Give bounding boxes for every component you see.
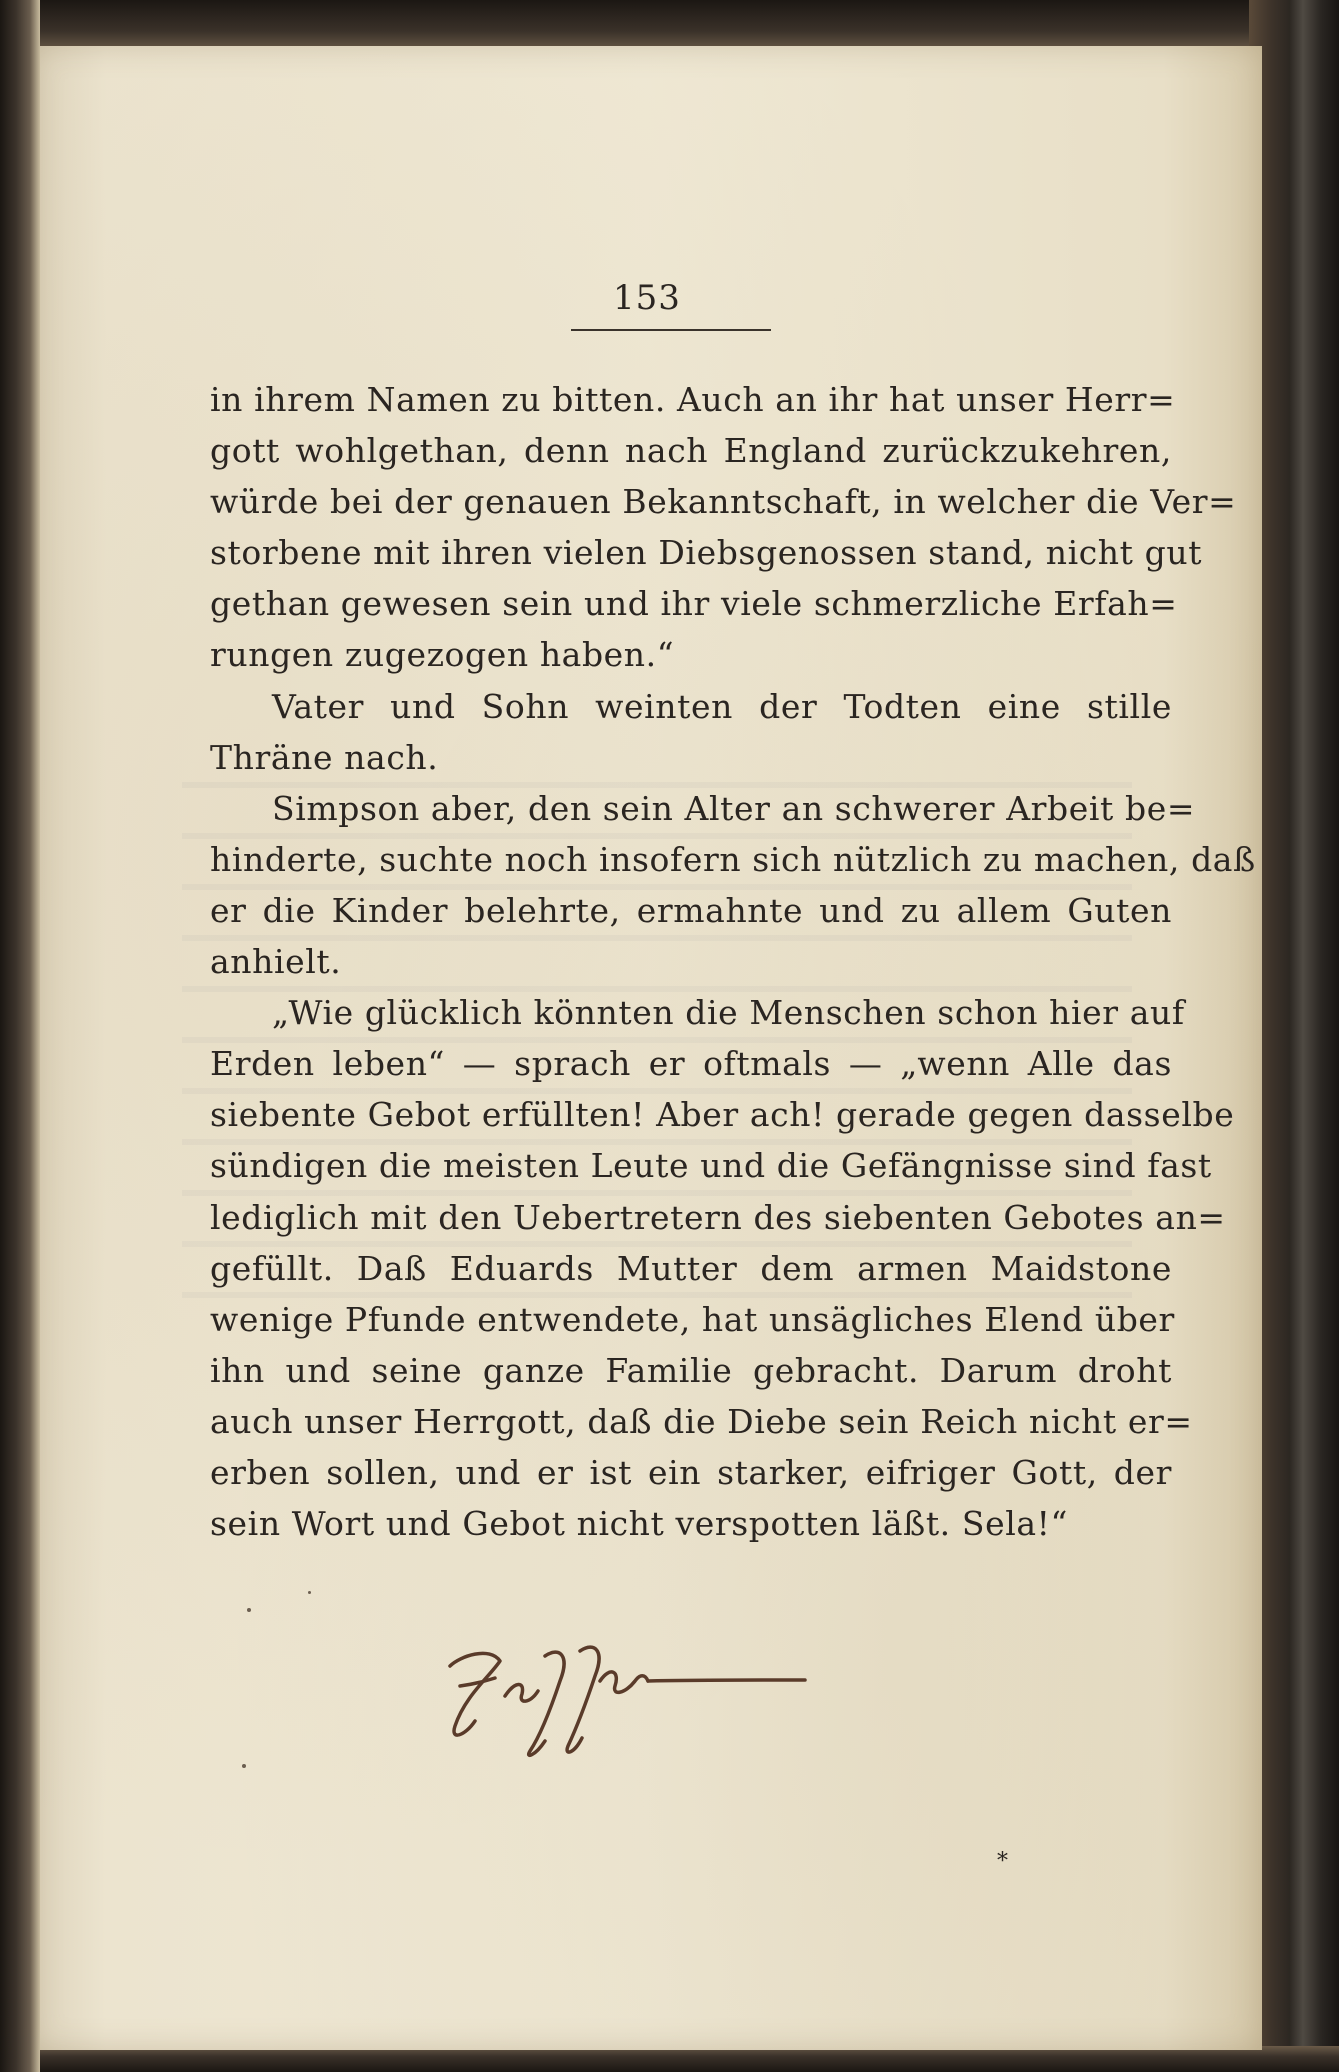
text-line: gethan gewesen sein und ihr viele schmerzliche Erfah= bbox=[210, 584, 1178, 624]
book-cover-top-edge bbox=[0, 0, 1339, 52]
footer-mark: * bbox=[997, 1849, 1008, 1874]
text-line: sündigen die meisten Leute und die Gefängnisse sind fast bbox=[210, 1146, 1212, 1186]
text-line: gott wohlgethan, denn nach England zurückzukehren, bbox=[210, 431, 1172, 471]
text-line: sein Wort und Gebot nicht verspotten läßt. Sela!“ bbox=[210, 1504, 1068, 1544]
book-binding-left bbox=[0, 0, 40, 2072]
page-number: 153 bbox=[613, 278, 681, 318]
text-line: anhielt. bbox=[210, 942, 342, 982]
text-line: erben sollen, und er ist ein starker, eifriger Gott, der bbox=[210, 1452, 1172, 1492]
text-line: gefüllt. Daß Eduards Mutter dem armen Maidstone bbox=[210, 1248, 1172, 1288]
text-line: würde bei der genauen Bekanntschaft, in welcher die Ver= bbox=[210, 482, 1237, 522]
text-line: „Wie glücklich könnten die Menschen schon hier auf bbox=[272, 993, 1185, 1033]
text-line: in ihrem Namen zu bitten. Auch an ihr hat unser Herr= bbox=[210, 380, 1176, 419]
text-line: Erden leben“ — sprach er oftmals — „wenn Alle das bbox=[210, 1044, 1172, 1084]
paper-speck bbox=[308, 1591, 311, 1594]
page-number-rule bbox=[571, 329, 771, 331]
text-line: lediglich mit den Uebertretern des siebenten Gebotes an= bbox=[210, 1197, 1226, 1237]
text-line: Vater und Sohn weinten der Todten eine stille bbox=[272, 686, 1172, 726]
text-line: siebente Gebot erfüllten! Aber ach! gerade gegen dasselbe bbox=[210, 1095, 1235, 1135]
handwritten-signature bbox=[430, 1626, 810, 1766]
text-line: Thräne nach. bbox=[210, 737, 439, 777]
text-line: rungen zugezogen haben.“ bbox=[210, 635, 675, 675]
paper-speck bbox=[242, 1764, 246, 1768]
text-line: wenige Pfunde entwendete, hat unsägliches Elend über bbox=[210, 1299, 1175, 1339]
text-line: er die Kinder belehrte, ermahnte und zu allem Guten bbox=[210, 890, 1172, 930]
paper-speck bbox=[247, 1608, 251, 1612]
text-line: Simpson aber, den sein Alter an schwerer Arbeit be= bbox=[272, 788, 1196, 828]
text-line: hinderte, suchte noch insofern sich nützlich zu machen, daß bbox=[210, 839, 1256, 879]
text-line: storbene mit ihren vielen Diebsgenossen stand, nicht gut bbox=[210, 533, 1203, 573]
body-text bbox=[210, 374, 1256, 1549]
book-page bbox=[32, 46, 1262, 2050]
text-line: auch unser Herrgott, daß die Diebe sein Reich nicht er= bbox=[210, 1401, 1193, 1441]
book-cover-right-edge bbox=[1249, 0, 1339, 2072]
text-line: ihn und seine ganze Familie gebracht. Darum droht bbox=[210, 1350, 1172, 1390]
